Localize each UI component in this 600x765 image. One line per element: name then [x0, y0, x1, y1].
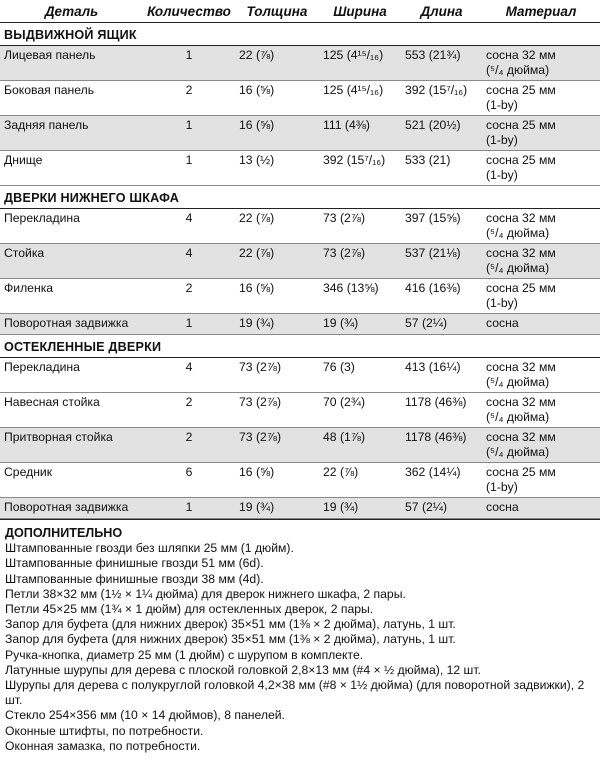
cell-quantity: 1 — [143, 314, 235, 335]
cell-part: Поворотная задвижка — [0, 498, 143, 519]
cell-material — [482, 498, 600, 519]
cell-material — [482, 279, 600, 314]
cell-length: 1178 (46⅜) — [401, 393, 482, 428]
cell-part: Навесная стойка — [0, 393, 143, 428]
additional-item: Запор для буфета (для нижних дверок) 35×51 мм (1⅜ × 2 дюйма), латунь, 1 шт. — [5, 632, 456, 647]
section-header — [0, 23, 600, 46]
cell-width: 70 (2¾) — [319, 393, 401, 428]
additional-item: Запор для буфета (для нижних дверок) 35×51 мм (1⅜ × 2 дюйма), латунь, 1 шт. — [5, 617, 456, 632]
cell-material — [482, 393, 600, 428]
header-length: Длина — [401, 0, 482, 23]
cell-length: 57 (2¼) — [401, 314, 482, 335]
cell-part: Поворотная задвижка — [0, 314, 143, 335]
material-line: (⁵/₄ дюйма) — [486, 261, 550, 275]
table-row — [0, 46, 600, 81]
additional-item: Шурупы для дерева с полукруглой головкой 4,2×38 мм (#8 × 1½ дюйма) (для поворотной задвижки), 2 шт. — [5, 678, 585, 708]
cell-material — [482, 209, 600, 244]
material-line: (⁵/₄ дюйма) — [486, 63, 550, 77]
cell-part: Притворная стойка — [0, 428, 143, 463]
material-line: (1-by) — [486, 480, 518, 494]
table-row — [0, 498, 600, 519]
material-line: (1-by) — [486, 296, 518, 310]
cell-quantity: 1 — [143, 151, 235, 186]
cell-width: 111 (4⅜) — [319, 116, 401, 151]
header-part: Деталь — [0, 0, 143, 23]
material-line: (⁵/₄ дюйма) — [486, 445, 550, 459]
material-line: (⁵/₄ дюйма) — [486, 410, 550, 424]
additional-item: Ручка-кнопка, диаметр 25 мм (1 дюйм) с шурупом в комплекте. — [5, 647, 364, 662]
cell-thickness: 22 (⅞) — [235, 209, 319, 244]
table-row — [0, 81, 600, 116]
cell-quantity: 4 — [143, 358, 235, 393]
additional-item: Петли 45×25 мм (1¾ × 1 дюйм) для остекленных дверок, 2 пары. — [5, 602, 374, 617]
cell-part: Боковая панель — [0, 81, 143, 116]
cell-width: 19 (¾) — [319, 498, 401, 519]
additional-list — [5, 541, 595, 754]
additional-item: Оконные штифты, по потребности. — [5, 723, 204, 738]
cell-thickness: 22 (⅞) — [235, 46, 319, 81]
cell-quantity: 1 — [143, 498, 235, 519]
material-line: (1-by) — [486, 98, 518, 112]
cell-part: Перекладина — [0, 358, 143, 393]
header-quantity: Количество — [143, 0, 235, 23]
material-line: (1-by) — [486, 168, 518, 182]
cell-thickness: 16 (⅝) — [235, 463, 319, 498]
cell-material — [482, 244, 600, 279]
additional-item: Латунные шурупы для дерева с плоской головкой 2,8×13 мм (#4 × ½ дюйма), 12 шт. — [5, 662, 481, 677]
cell-thickness: 16 (⅝) — [235, 81, 319, 116]
additional-section — [0, 519, 600, 754]
header-thickness: Толщина — [235, 0, 319, 23]
cell-quantity: 6 — [143, 463, 235, 498]
cell-width: 73 (2⅞) — [319, 244, 401, 279]
cell-material — [482, 314, 600, 335]
cell-length: 1178 (46⅜) — [401, 428, 482, 463]
cell-width: 22 (⅞) — [319, 463, 401, 498]
cell-width: 48 (1⅞) — [319, 428, 401, 463]
material-line: сосна 32 мм — [486, 395, 556, 409]
material-line: сосна 32 мм — [486, 48, 556, 62]
cell-quantity: 2 — [143, 393, 235, 428]
cell-length: 362 (14¼) — [401, 463, 482, 498]
additional-item: Петли 38×32 мм (1½ × 1¼ дюйма) для дверок нижнего шкафа, 2 пары. — [5, 586, 406, 601]
table-row — [0, 428, 600, 463]
cell-quantity: 2 — [143, 428, 235, 463]
material-line: сосна — [486, 316, 519, 330]
material-line: сосна 32 мм — [486, 360, 556, 374]
cell-quantity: 4 — [143, 244, 235, 279]
material-line: сосна 25 мм — [486, 465, 556, 479]
additional-title: ДОПОЛНИТЕЛЬНО — [5, 526, 123, 540]
cell-thickness: 22 (⅞) — [235, 244, 319, 279]
material-line: сосна 25 мм — [486, 153, 556, 167]
cell-quantity: 4 — [143, 209, 235, 244]
table-row — [0, 151, 600, 186]
cell-part: Перекладина — [0, 209, 143, 244]
header-width: Ширина — [319, 0, 401, 23]
cell-part: Стойка — [0, 244, 143, 279]
cell-width: 125 (4¹⁵/₁₆) — [319, 81, 401, 116]
cell-thickness: 19 (¾) — [235, 498, 319, 519]
section-header — [0, 186, 600, 209]
header-material: Материал — [482, 0, 600, 23]
additional-item: Стекло 254×356 мм (10 × 14 дюймов), 8 панелей. — [5, 708, 285, 723]
material-line: сосна 25 мм — [486, 83, 556, 97]
cell-material — [482, 116, 600, 151]
material-line: сосна 32 мм — [486, 430, 556, 444]
material-line: сосна 25 мм — [486, 281, 556, 295]
additional-item: Оконная замазка, по потребности. — [5, 738, 201, 753]
cell-material — [482, 81, 600, 116]
cell-width: 73 (2⅞) — [319, 209, 401, 244]
cell-thickness: 13 (½) — [235, 151, 319, 186]
cell-thickness: 16 (⅝) — [235, 116, 319, 151]
cell-part: Лицевая панель — [0, 46, 143, 81]
cell-width: 76 (3) — [319, 358, 401, 393]
table-body — [0, 23, 600, 519]
cell-material — [482, 46, 600, 81]
cell-material — [482, 428, 600, 463]
table-row — [0, 314, 600, 335]
header-row — [0, 0, 600, 23]
cell-length: 521 (20½) — [401, 116, 482, 151]
section-title: ДВЕРКИ НИЖНЕГО ШКАФА — [0, 186, 600, 209]
material-line: сосна 32 мм — [486, 246, 556, 260]
section-title: ОСТЕКЛЕННЫЕ ДВЕРКИ — [0, 335, 600, 358]
table-row — [0, 209, 600, 244]
material-line: (1-by) — [486, 133, 518, 147]
cell-length: 553 (21¾) — [401, 46, 482, 81]
cell-quantity: 2 — [143, 81, 235, 116]
cell-length: 413 (16¼) — [401, 358, 482, 393]
cell-quantity: 2 — [143, 279, 235, 314]
table-row — [0, 244, 600, 279]
material-line: сосна 25 мм — [486, 118, 556, 132]
cell-length: 416 (16⅜) — [401, 279, 482, 314]
additional-item: Штампованные финишные гвозди 51 мм (6d). — [5, 556, 264, 571]
cell-thickness: 16 (⅝) — [235, 279, 319, 314]
table-row — [0, 463, 600, 498]
cell-length: 537 (21⅛) — [401, 244, 482, 279]
cell-length: 397 (15⅝) — [401, 209, 482, 244]
cell-length: 57 (2¼) — [401, 498, 482, 519]
cell-width: 19 (¾) — [319, 314, 401, 335]
cell-part: Филенка — [0, 279, 143, 314]
material-line: сосна 32 мм — [486, 211, 556, 225]
table-row — [0, 279, 600, 314]
cell-length: 392 (15⁷/₁₆) — [401, 81, 482, 116]
table-row — [0, 393, 600, 428]
material-line: (⁵/₄ дюйма) — [486, 375, 550, 389]
cell-part: Задняя панель — [0, 116, 143, 151]
material-line: сосна — [486, 500, 519, 514]
additional-item: Штампованные финишные гвозди 38 мм (4d). — [5, 571, 264, 586]
cell-width: 392 (15⁷/₁₆) — [319, 151, 401, 186]
cell-width: 125 (4¹⁵/₁₆) — [319, 46, 401, 81]
section-title: ВЫДВИЖНОЙ ЯЩИК — [0, 23, 600, 46]
cell-thickness: 19 (¾) — [235, 314, 319, 335]
table-row — [0, 358, 600, 393]
cell-material — [482, 151, 600, 186]
material-line: (⁵/₄ дюйма) — [486, 226, 550, 240]
cell-part: Средник — [0, 463, 143, 498]
cell-material — [482, 463, 600, 498]
cell-thickness: 73 (2⅞) — [235, 358, 319, 393]
cell-thickness: 73 (2⅞) — [235, 428, 319, 463]
cell-length: 533 (21) — [401, 151, 482, 186]
cell-width: 346 (13⅝) — [319, 279, 401, 314]
cell-part: Днище — [0, 151, 143, 186]
table-row — [0, 116, 600, 151]
cell-quantity: 1 — [143, 46, 235, 81]
cell-quantity: 1 — [143, 116, 235, 151]
cell-thickness: 73 (2⅞) — [235, 393, 319, 428]
cell-material — [482, 358, 600, 393]
section-header — [0, 335, 600, 358]
additional-item: Штампованные гвозди без шляпки 25 мм (1 дюйм). — [5, 541, 294, 556]
